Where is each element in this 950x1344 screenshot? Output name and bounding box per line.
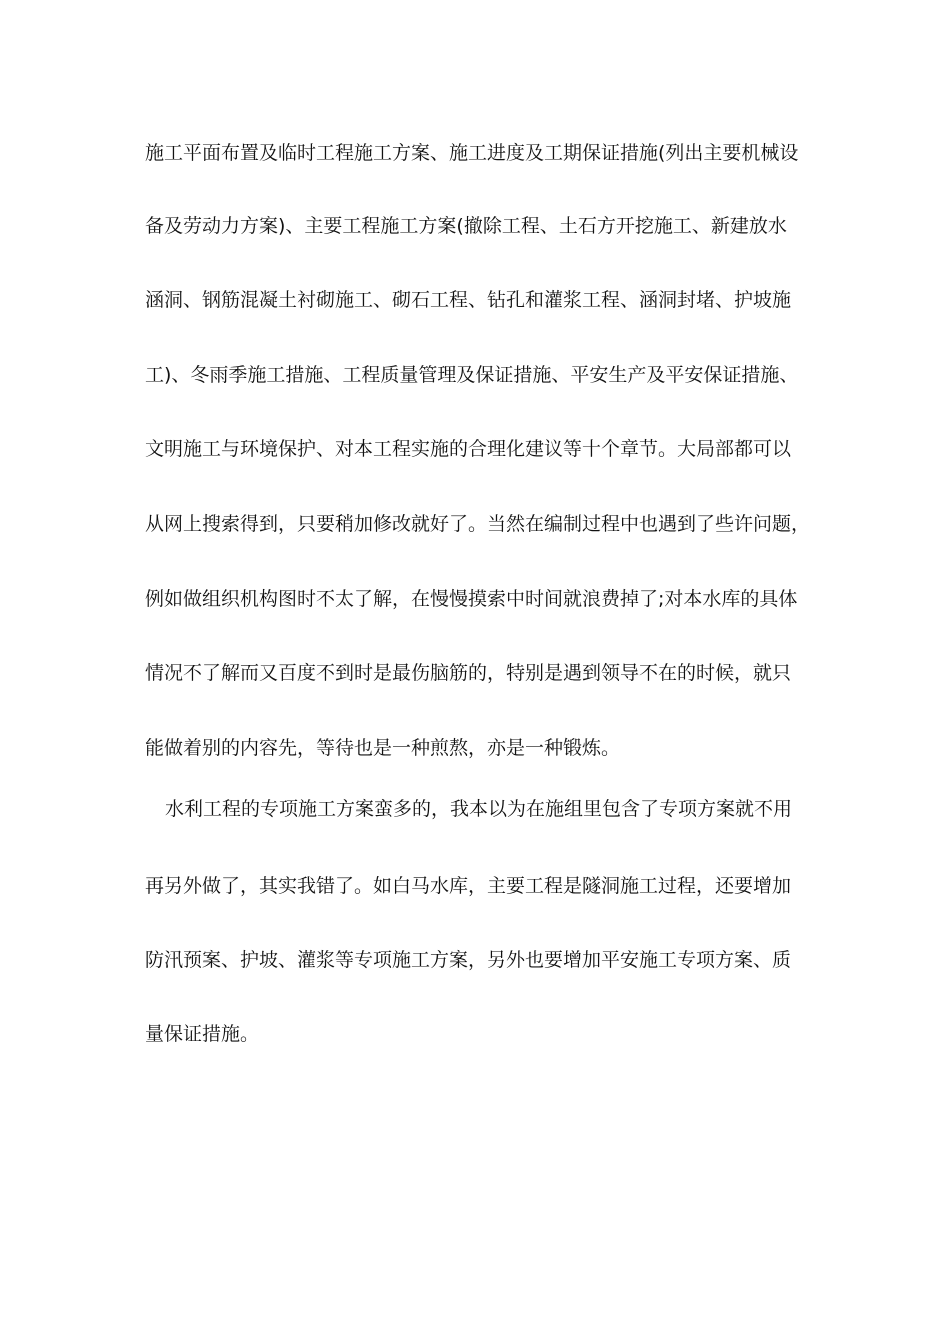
paragraph-line: 情况不了解而又百度不到时是最伤脑筋的，特别是遇到领导不在的时候，就只 <box>145 662 792 684</box>
paragraph-line: 涵洞、钢筋混凝土衬砌施工、砌石工程、钻孔和灌浆工程、涵洞封堵、护坡施 <box>145 289 792 311</box>
paragraph-line: 从网上搜索得到，只要稍加修改就好了。当然在编制过程中也遇到了些许问题， <box>145 513 811 535</box>
paragraph-line: 例如做组织机构图时不太了解，在慢慢摸索中时间就浪费掉了;对本水库的具体 <box>145 588 798 610</box>
paragraph-line: 防汛预案、护坡、灌浆等专项施工方案，另外也要增加平安施工专项方案、质 <box>145 949 792 971</box>
paragraph-line: 备及劳动力方案)、主要工程施工方案(撤除工程、土石方开挖施工、新建放水 <box>145 215 787 237</box>
paragraph-line: 量保证措施。 <box>145 1023 260 1045</box>
paragraph-line: 文明施工与环境保护、对本工程实施的合理化建议等十个章节。大局部都可以 <box>145 438 792 460</box>
paragraph-line: 能做着别的内容先，等待也是一种煎熬，亦是一种锻炼。 <box>145 737 621 759</box>
paragraph-line: 施工平面布置及临时工程施工方案、施工进度及工期保证措施(列出主要机械设 <box>145 142 799 164</box>
paragraph-line: 再另外做了，其实我错了。如白马水库，主要工程是隧洞施工过程，还要增加 <box>145 875 792 897</box>
paragraph-line: 工)、冬雨季施工措施、工程质量管理及保证措施、平安生产及平安保证措施、 <box>145 364 799 386</box>
paragraph-line: 水利工程的专项施工方案蛮多的，我本以为在施组里包含了专项方案就不用 <box>165 798 793 820</box>
